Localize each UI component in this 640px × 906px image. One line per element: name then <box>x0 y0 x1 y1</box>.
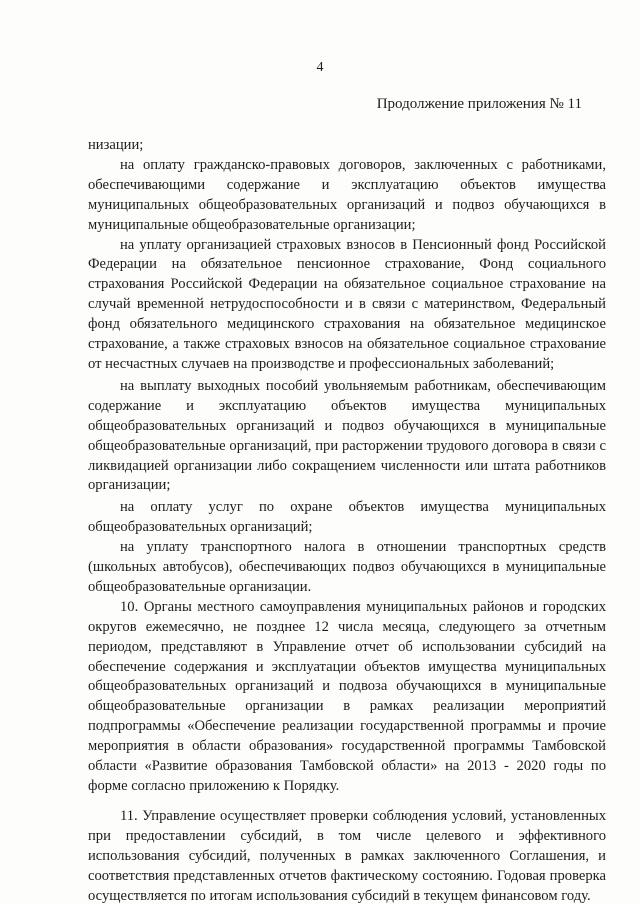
paragraph-continuation: низации; <box>88 137 144 153</box>
paragraph-transport-tax: на уплату транспортного налога в отношении транспортных средств (школьных автобусов), обеспечивающих подвоз обучающихся в муниципальные общеобразовательные организации. <box>88 539 606 595</box>
appendix-continuation-heading: Продолжение приложения № 11 <box>376 96 582 112</box>
paragraph-item-11: 11. Управление осуществляет проверки соблюдения условий, установленных при предоставлении субсидий, в том числе целевого и эффективного использования субсидий, полученных в рамках заключенного Соглашения, и соответствия представленных отчетов фактическому состоянию. Годовая проверка осуществляется по итогам использования субсидий в текущем финансовом году. <box>88 807 606 904</box>
page-number: 4 <box>316 60 324 75</box>
paragraph-security-services: на оплату услуг по охране объектов имущества муниципальных общеобразовательных организаций; <box>88 499 606 536</box>
paragraph-item-10: 10. Органы местного самоуправления муниципальных районов и городских округов ежемесячно, не позднее 12 числа месяца, следующего за отчетным периодом, представляют в Управление отчет об использовании субсидий на обеспечение содержания и эксплуатации объектов имущества муниципальных общеобразовательных организаций и подвоза обучающихся в муниципальные общеобразовательные организации в рамках реализации мероприятий подпрограммы «Обеспечение реализации государственной программы и прочие мероприятия в области образования» государственной программы Тамбовской области «Развитие образования Тамбовской области» на 2013 - 2020 годы по форме согласно приложению к Порядку. <box>88 598 606 794</box>
document-body <box>88 136 606 906</box>
paragraph-civil-contracts: на оплату гражданско-правовых договоров, заключенных с работниками, обеспечивающими содержание и эксплуатацию объектов имущества муниципальных общеобразовательных организаций и подвоз обучающихся в муниципальные общеобразовательные организации; <box>88 156 606 233</box>
paragraph-insurance-contributions: на уплату организацией страховых взносов в Пенсионный фонд Российской Федерации на обязательное пенсионное страхование, Фонд социального страхования Российской Федерации на обязательное социальное страхование на случай временной нетрудоспособности и в связи с материнством, Федеральный фонд обязательного медицинского страхования на обязательное медицинское страхование, а также страховых взносов на обязательное социальное страхование от несчастных случаев на производстве и профессиональных заболеваний; <box>88 236 606 372</box>
paragraph-severance-payments: на выплату выходных пособий увольняемым работникам, обеспечивающим содержание и эксплуатацию объектов имущества муниципальных общеобразовательных организаций и подвоз обучающихся в муниципальные общеобразовательные организаций, при расторжении трудового договора в связи с ликвидацией организации либо сокращением численности или штата работников организации; <box>88 377 606 494</box>
